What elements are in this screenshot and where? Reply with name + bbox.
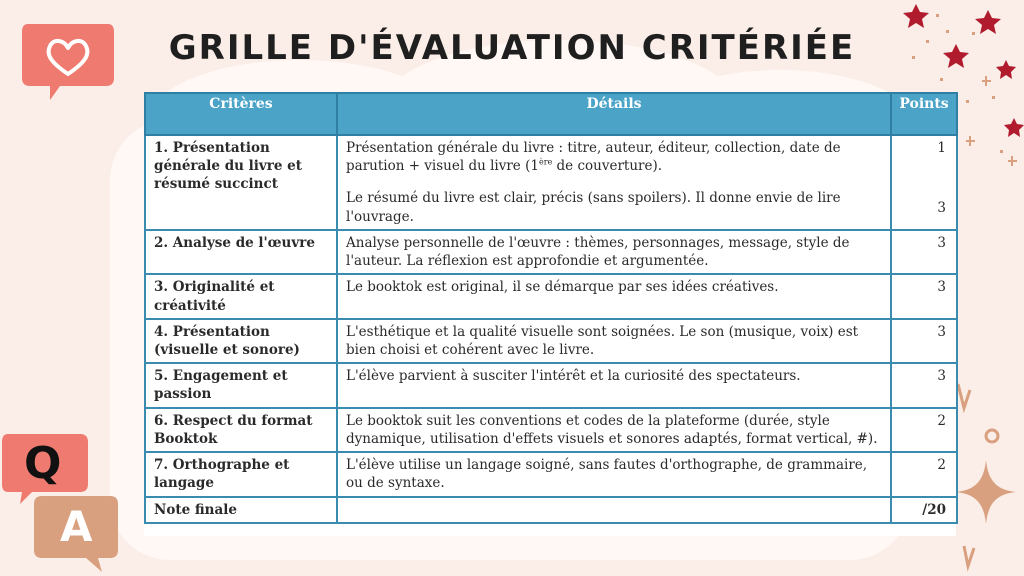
points-cell bbox=[891, 135, 957, 230]
final-grade-row bbox=[145, 497, 957, 523]
criterion-cell: 2. Analyse de l'œuvre bbox=[145, 230, 337, 274]
detail-cell: L'esthétique et la qualité visuelle sont soignées. Le son (musique, voix) est bien choisi et cohérent avec le livre. bbox=[337, 319, 891, 363]
final-grade-total: /20 bbox=[891, 497, 957, 523]
detail-cell bbox=[337, 135, 891, 230]
criterion-cell: 4. Présentation (visuelle et sonore) bbox=[145, 319, 337, 363]
table-row bbox=[145, 274, 957, 318]
criterion-cell: 5. Engagement et passion bbox=[145, 363, 337, 407]
table-row bbox=[145, 408, 957, 452]
detail-line bbox=[346, 139, 882, 175]
criterion-cell: 7. Orthographe et langage bbox=[145, 452, 337, 496]
question-answer-bubbles-icon bbox=[2, 424, 132, 574]
criterion-cell: 6. Respect du format Booktok bbox=[145, 408, 337, 452]
detail-cell: L'élève parvient à susciter l'intérêt et la curiosité des spectateurs. bbox=[337, 363, 891, 407]
detail-superscript: ère bbox=[538, 157, 553, 167]
points-cell: 3 bbox=[891, 230, 957, 274]
evaluation-table-container bbox=[144, 92, 956, 536]
table-row bbox=[145, 452, 957, 496]
page-title: GRILLE D'ÉVALUATION CRITÉRIÉE bbox=[168, 28, 856, 68]
points-cell: 2 bbox=[891, 452, 957, 496]
points-cell: 3 bbox=[891, 319, 957, 363]
table-row bbox=[145, 363, 957, 407]
table-row bbox=[145, 230, 957, 274]
qa-letter-a: A bbox=[60, 502, 93, 551]
points-value: 3 bbox=[937, 200, 946, 217]
detail-cell: L'élève utilise un langage soigné, sans fautes d'orthographe, de grammaire, ou de syntaxe. bbox=[337, 452, 891, 496]
header-criteria: Critères bbox=[145, 93, 337, 135]
points-value: 1 bbox=[937, 140, 946, 156]
points-cell: 3 bbox=[891, 363, 957, 407]
final-grade-detail bbox=[337, 497, 891, 523]
points-cell: 2 bbox=[891, 408, 957, 452]
points-cell: 3 bbox=[891, 274, 957, 318]
detail-text: de couverture). bbox=[552, 158, 663, 175]
detail-cell: Le booktok est original, il se démarque par ses idées créatives. bbox=[337, 274, 891, 318]
header-points: Points bbox=[891, 93, 957, 135]
final-grade-label: Note finale bbox=[145, 497, 337, 523]
table-header-row bbox=[145, 93, 957, 135]
header-details: Détails bbox=[337, 93, 891, 135]
detail-text: Le résumé du livre est clair, précis (sans spoilers). Il donne envie de lire l'ouvrage. bbox=[346, 190, 841, 225]
table-row bbox=[145, 135, 957, 230]
qa-letter-q: Q bbox=[24, 438, 62, 489]
detail-cell: Analyse personnelle de l'œuvre : thèmes, personnages, message, style de l'auteur. La réflexion est approfondie et argumentée. bbox=[337, 230, 891, 274]
detail-cell: Le booktok suit les conventions et codes de la plateforme (durée, style dynamique, utilisation d'effets visuels et sonores adaptés, format vertical, #). bbox=[337, 408, 891, 452]
detail-text: Présentation générale du livre : titre, auteur, éditeur, collection, date de parution + visuel du livre (1 bbox=[346, 140, 841, 175]
evaluation-table bbox=[144, 92, 958, 524]
criterion-cell: 1. Présentation générale du livre et résumé succinct bbox=[145, 135, 337, 230]
criterion-cell: 3. Originalité et créativité bbox=[145, 274, 337, 318]
table-row bbox=[145, 319, 957, 363]
